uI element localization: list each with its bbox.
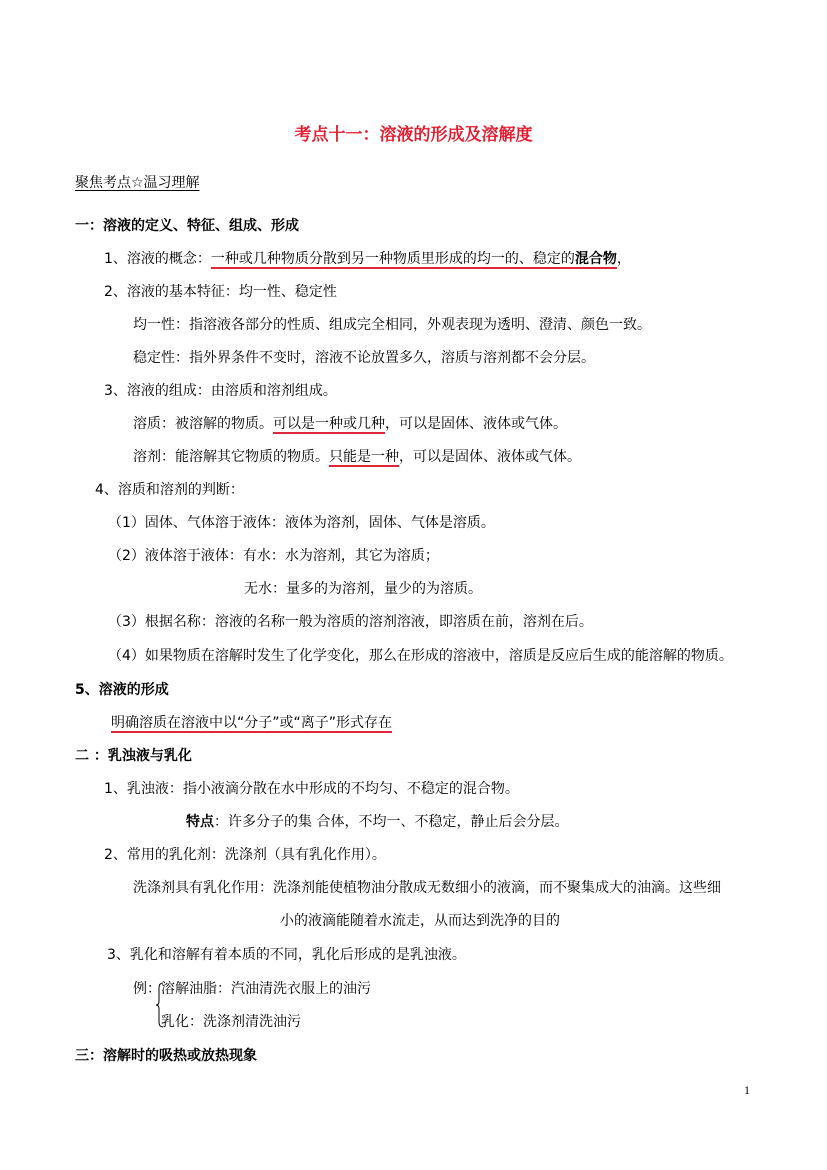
example-label: 例：: [133, 981, 161, 997]
solute-underlined: 可以是一种或几种: [273, 416, 385, 432]
mixture-term: 混合物: [574, 251, 617, 267]
focus-header: 聚焦考点☆温习理解: [75, 175, 200, 191]
solute-suffix: ，可以是固体、液体或气体。: [385, 416, 567, 432]
detergent-effect-1: 洗涤剂具有乳化作用：洗涤剂能使植物油分散成无数细小的液滴，而不聚集成大的油滴。这些细: [133, 880, 721, 896]
judgement-3: （3）根据名称：溶液的名称一般为溶质的溶剂溶液，即溶质在前，溶剂在后。: [108, 614, 593, 630]
judgement-4: （4）如果物质在溶解时发生了化学变化，那么在形成的溶液中，溶质是反应后生成的能溶解的物质。: [108, 648, 733, 664]
solute-line: [133, 414, 567, 434]
emulsion-definition: 1、乳浊液：指小液滴分散在水中形成的不均匀、不稳定的混合物。: [104, 781, 519, 797]
definition-text: 一种或几种物质分散到另一种物质里形成的均一的、稳定的: [210, 251, 575, 267]
judgement-heading: 4、溶质和溶剂的判断：: [95, 482, 244, 498]
feature-label: 特点: [186, 814, 214, 830]
definition-prefix: 1、溶液的概念：: [104, 251, 211, 267]
example-dissolve: 溶解油脂：汽油清洗衣服上的油污: [161, 981, 371, 997]
emulsifier: 2、常用的乳化剂：洗涤剂（具有乳化作用）。: [104, 847, 386, 863]
solution-definition: [104, 249, 631, 269]
example-emulsify: 乳化：洗涤剂清洗油污: [161, 1014, 301, 1030]
uniformity: 均一性：指溶液各部分的性质、组成完全相同，外观表现为透明、澄清、颜色一致。: [133, 317, 651, 333]
solvent-prefix: 溶剂：能溶解其它物质的物质。: [133, 449, 329, 465]
composition: 3、溶液的组成：由溶质和溶剂组成。: [104, 383, 337, 399]
feature-text: ：许多分子的集 合体，不均一、不稳定，静止后会分层。: [214, 814, 569, 830]
judgement-1: （1）固体、气体溶于液体：液体为溶剂，固体、气体是溶质。: [108, 515, 495, 531]
stability: 稳定性：指外界条件不变时，溶液不论放置多久，溶质与溶剂都不会分层。: [133, 350, 595, 366]
page-number: 1: [744, 1083, 750, 1097]
solvent-line: [133, 447, 581, 467]
page-title: 考点十一：溶液的形成及溶解度: [294, 125, 533, 145]
judgement-2b: 无水：量多的为溶剂，量少的为溶质。: [244, 581, 482, 597]
section-2-heading: 二 ：乳浊液与乳化: [75, 748, 192, 764]
definition-underlined: [211, 251, 617, 267]
formation-note: 明确溶质在溶液中以“分子”或“离子”形式存在: [111, 715, 393, 731]
solvent-suffix: ，可以是固体、液体或气体。: [399, 449, 581, 465]
definition-suffix: ，: [616, 251, 631, 267]
solute-prefix: 溶质：被溶解的物质。: [133, 416, 273, 432]
emulsify-vs-dissolve: 3、乳化和溶解有着本质的不同，乳化后形成的是乳浊液。: [107, 947, 466, 963]
section-3-heading: 三：溶解时的吸热或放热现象: [75, 1048, 257, 1064]
solvent-underlined: 只能是一种: [329, 449, 399, 465]
detergent-effect-2: 小的液滴能随着水流走，从而达到洗净的目的: [280, 913, 560, 929]
judgement-2: （2）液体溶于液体：有水：水为溶剂，其它为溶质；: [108, 548, 439, 564]
section-5-heading: 5、溶液的形成: [75, 682, 169, 698]
emulsion-feature: [186, 812, 568, 832]
basic-features: 2、溶液的基本特征：均一性、稳定性: [104, 284, 337, 300]
section-1-heading: 一：溶液的定义、特征、组成、形成: [75, 218, 299, 234]
